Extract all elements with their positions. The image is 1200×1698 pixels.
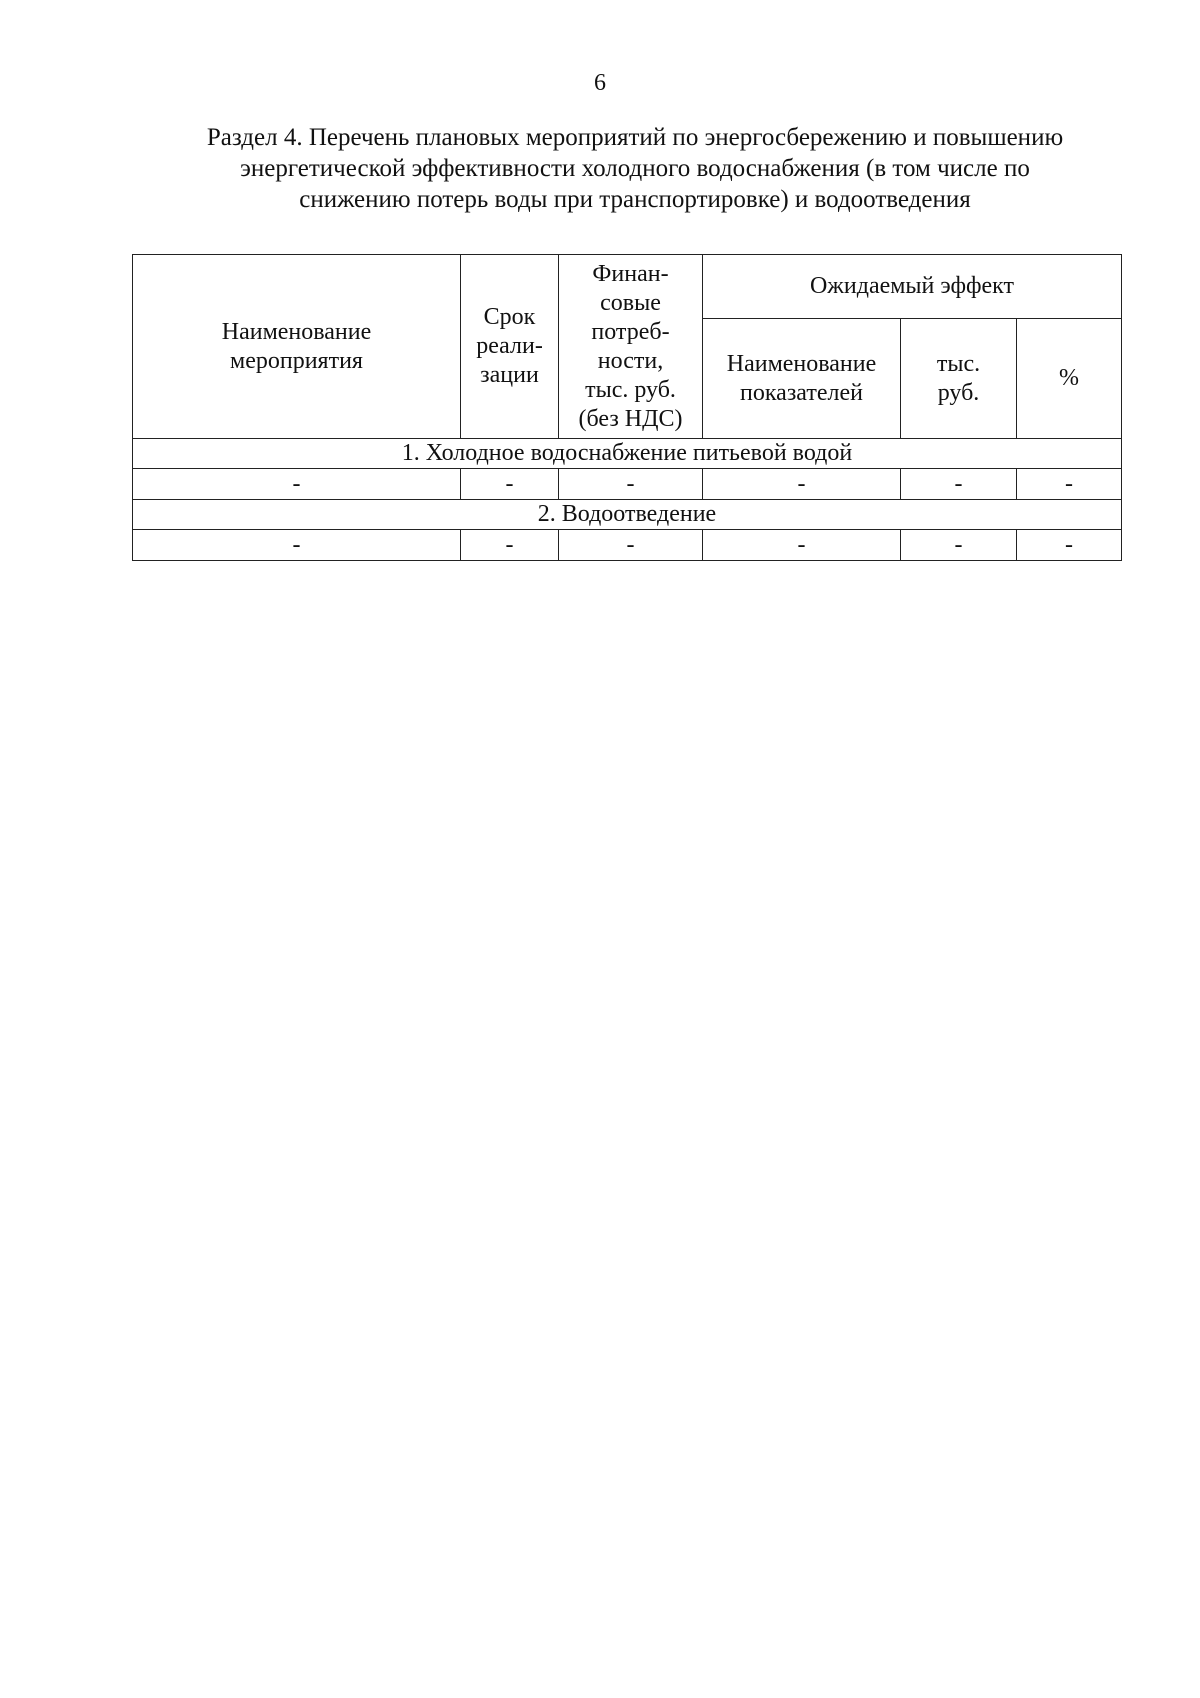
measures-table	[132, 254, 1122, 561]
table-cell: -	[559, 530, 703, 561]
section-title-line: энергетической эффективности холодного водоснабжения (в том числе по	[240, 155, 1030, 182]
table-cell: -	[703, 469, 901, 500]
table-cell: -	[703, 530, 901, 561]
table-cell: -	[901, 530, 1017, 561]
header-expected-effect: Ожидаемый эффект	[703, 255, 1122, 319]
table-cell: -	[133, 530, 461, 561]
header-measure-name: Наименование мероприятия	[133, 255, 461, 439]
table-cell: -	[1017, 530, 1122, 561]
table-cell: -	[461, 530, 559, 561]
table-header-row	[133, 255, 1122, 319]
table-row	[133, 469, 1122, 500]
table-cell: -	[901, 469, 1017, 500]
section-title-cell: 1. Холодное водоснабжение питьевой водой	[133, 439, 1122, 469]
section-row-water-supply	[133, 439, 1122, 469]
header-finance: Финан- совые потреб- ности, тыс. руб. (без НДС)	[559, 255, 703, 439]
header-indicator-name: Наименование показателей	[703, 319, 901, 439]
table-cell: -	[559, 469, 703, 500]
section-title-line: Раздел 4. Перечень плановых мероприятий по энергосбережению и повышению	[206, 124, 1064, 151]
table-cell: -	[1017, 469, 1122, 500]
header-percent: %	[1017, 319, 1122, 439]
header-term: Срок реали- зации	[461, 255, 559, 439]
table-row	[133, 530, 1122, 561]
section-title-cell: 2. Водоотведение	[133, 500, 1122, 530]
page-number: 6	[594, 70, 606, 96]
header-thousand-rub: тыс. руб.	[901, 319, 1017, 439]
section-title-line: снижению потерь воды при транспортировке) и водоотведения	[299, 186, 971, 213]
section-row-wastewater	[133, 500, 1122, 530]
section-title	[150, 122, 1120, 215]
table-cell: -	[133, 469, 461, 500]
table-cell: -	[461, 469, 559, 500]
